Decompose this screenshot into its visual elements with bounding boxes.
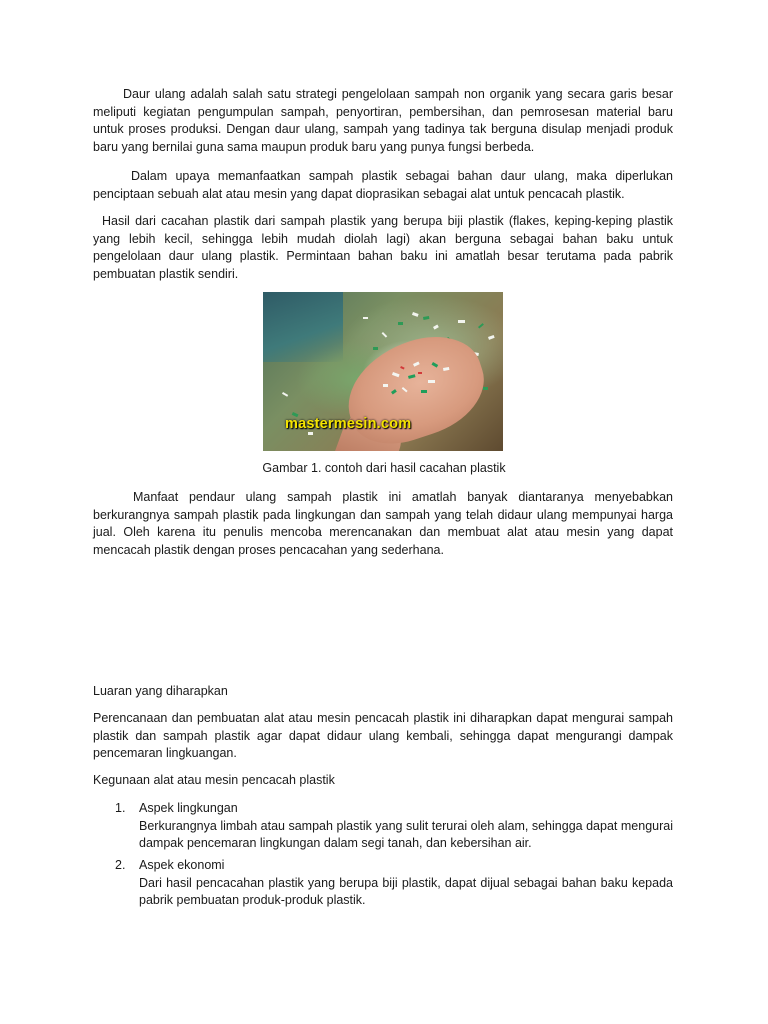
list-item-text: Dari hasil pencacahan plastik yang berupa biji plastik, dapat dijual sebagai bahan baku kepada pabrik pembuatan produk-produk plastik. <box>139 875 673 907</box>
list-item-body <box>139 857 673 910</box>
list-item-body <box>139 800 673 853</box>
list-item-title: Aspek ekonomi <box>139 858 225 872</box>
section-heading-output: Luaran yang diharapkan <box>93 684 228 698</box>
paragraph-result: Hasil dari cacahan plastik dari sampah plastik yang berupa biji plastik (flakes, keping-keping plastik yang lebih kecil, sehingga lebih mudah diolah lagi) akan berguna sebagai bahan baku untuk pengelolaan daur ulang plastik. Permintaan bahan baku ini amatlah besar terutama pada pabrik pembuatan plastik sendiri. <box>93 214 673 281</box>
photo-watermark: mastermesin.com <box>285 416 412 432</box>
section-heading-uses: Kegunaan alat atau mesin pencacah plastik <box>93 773 335 787</box>
paragraph-benefit: Manfaat pendaur ulang sampah plastik ini amatlah banyak diantaranya menyebabkan berkurangnya sampah plastik pada lingkungan dan sampah yang telah didaur ulang mempunyai harga jual. Oleh karena itu penulis mencoba merencanakan dan membuat alat atau mesin yang dapat mencacah plastik dengan proses pencacahan yang sederhana. <box>93 490 673 557</box>
list-item-text: Berkurangnya limbah atau sampah plastik yang sulit terurai oleh alam, sehingga dapat mengurai dampak pencemaran lingkungan dalam segi tanah, dan kebersihan air. <box>139 818 673 850</box>
figure-caption: Gambar 1. contoh dari hasil cacahan plastik <box>262 461 506 475</box>
paragraph-intro: Daur ulang adalah salah satu strategi pengelolaan sampah non organik yang secara garis besar meliputi kegiatan pengumpulan sampah, penyortiran, pembersihan, dan pemrosesan material baru untuk proses produksi. Dengan daur ulang, sampah yang tadinya tak berguna disulap menjadi produk baru yang bernilai guna sama maupun produk baru yang punya fungsi berbeda. <box>93 87 673 154</box>
list-item-title: Aspek lingkungan <box>139 801 238 815</box>
plastic-flakes-photo <box>263 292 503 451</box>
paragraph-effort: Dalam upaya memanfaatkan sampah plastik sebagai bahan daur ulang, maka diperlukan penciptaan sebuah alat atau mesin yang dapat dioprasikan sebagai alat untuk pencacah plastik. <box>93 169 673 201</box>
list-item-number: 2. <box>115 858 126 872</box>
paragraph-output: Perencanaan dan pembuatan alat atau mesin pencacah plastik ini diharapkan dapat mengurai sampah plastik dan sampah plastik agar dapat didaur ulang kembali, sehingga dapat mengurangi dampak pencemaran lingkuangan. <box>93 711 673 760</box>
list-item-number: 1. <box>115 801 126 815</box>
